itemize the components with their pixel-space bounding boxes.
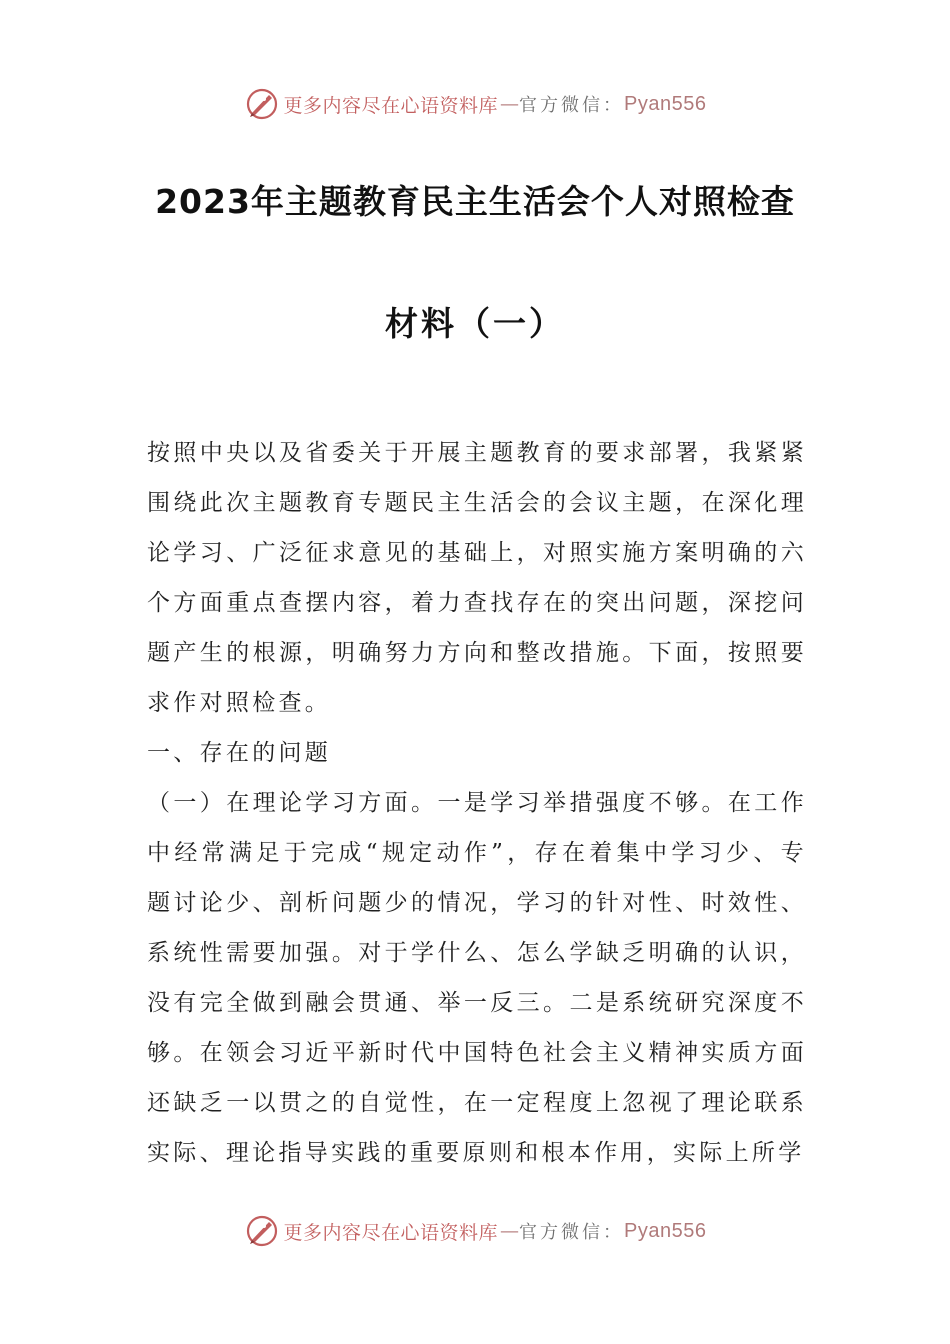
watermark-brand: 更多内容尽在心语资料库 [283,94,499,117]
watermark-dash: — [500,1220,518,1242]
watermark-label: 官方微信： [519,1222,625,1243]
watermark-handle: Pyan556 [624,92,707,115]
watermark-footer [0,1211,950,1251]
watermark-label: 官方微信： [519,95,625,116]
watermark-dash: — [500,93,518,115]
section-heading-problems: 一、存在的问题 [147,740,332,766]
pen-logo-icon [244,1213,280,1249]
document-title-line-2: 材料（一） [385,304,565,343]
watermark-brand: 更多内容尽在心语资料库 [283,1221,499,1244]
document-title-line-1: 2023年主题教育民主生活会个人对照检查 [155,182,795,221]
document-body [147,428,807,1178]
pen-logo-icon [244,86,280,122]
watermark-handle: Pyan556 [624,1219,707,1242]
intro-paragraph: 按照中央以及省委关于开展主题教育的要求部署，我紧紧围绕此次主题教育专题民主生活会的会议主题，在深化理论学习、广泛征求意见的基础上，对照实施方案明确的六个方面重点查摆内容，着力查找存在的突出问题，深挖问题产生的根源，明确努力方向和整改措施。下面，按照要求作对照检查。 [147,440,807,716]
theory-study-paragraph: （一）在理论学习方面。一是学习举措强度不够。在工作中经常满足于完成“规定动作”，存在着集中学习少、专题讨论少、剖析问题少的情况，学习的针对性、时效性、系统性需要加强。对于学什么、怎么学缺乏明确的认识，没有完全做到融会贯通、举一反三。二是系统研究深度不够。在领会习近平新时代中国特色社会主义精神实质方面还缺乏一以贯之的自觉性，在一定程度上忽视了理论联系实际、理论指导实践的重要原则和根本作用，实际上所学 [147,790,807,1166]
watermark-header [0,84,950,124]
